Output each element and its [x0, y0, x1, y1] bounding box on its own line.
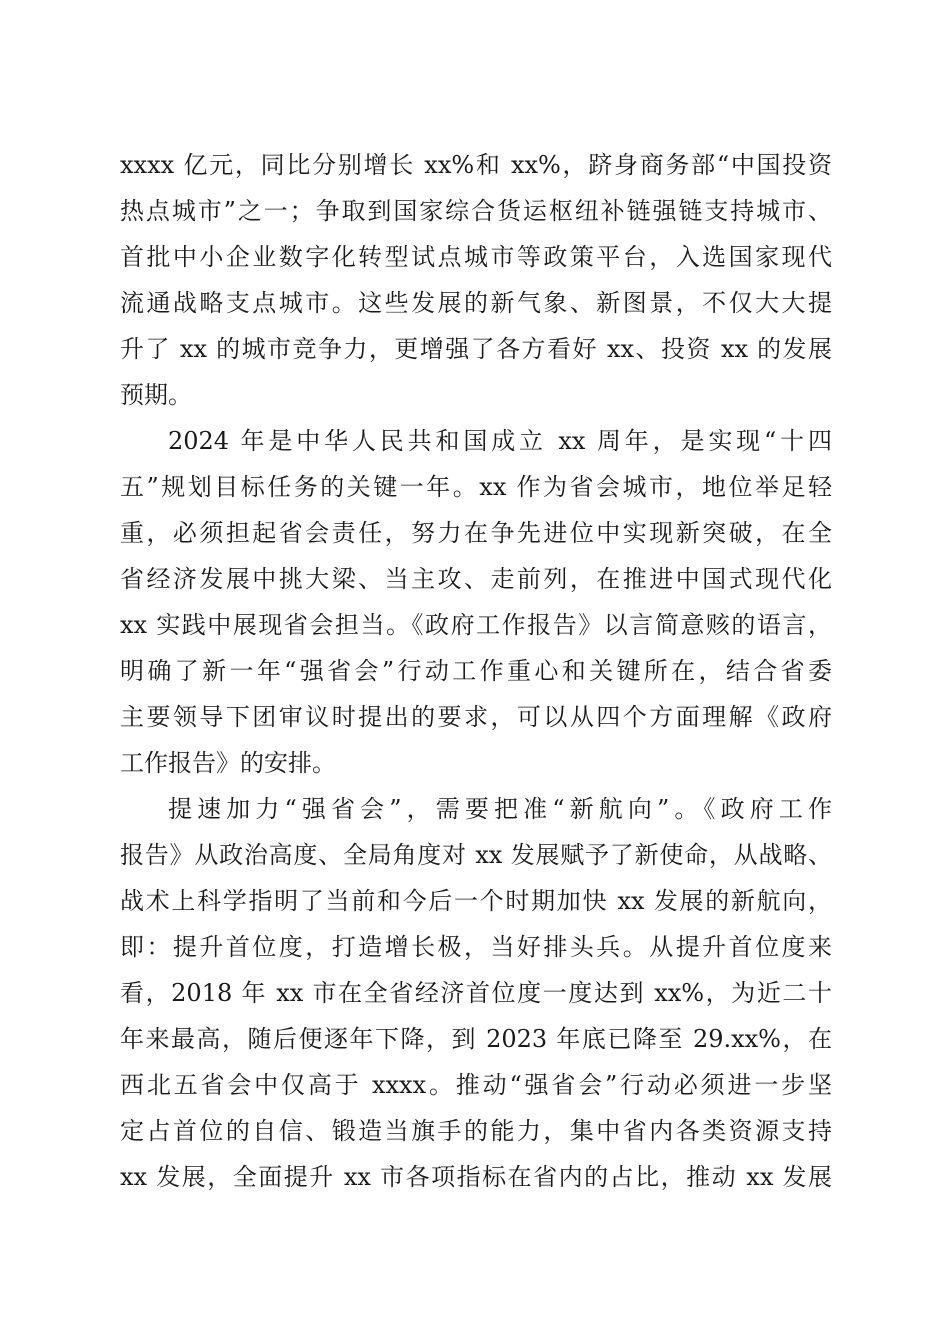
- text-line: 明确了新一年“强省会”行动工作重心和关键所在，结合省委: [120, 657, 832, 685]
- text-line: 五”规划目标任务的关键一年。xx 作为省会城市，地位举足轻: [120, 473, 832, 501]
- text-line: 提速加力“强省会”，需要把准“新航向”。《政府工作: [168, 795, 832, 823]
- text-line: 热点城市”之一；争取到国家综合货运枢纽补链强链支持城市、: [120, 197, 832, 225]
- text-line: 省经济发展中挑大梁、当主攻、走前列，在推进中国式现代化: [120, 565, 832, 593]
- text-line: 工作报告》的安排。: [120, 749, 336, 777]
- text-line: 定占首位的自信、锻造当旗手的能力，集中省内各类资源支持: [120, 1117, 832, 1145]
- text-line: 预期。: [120, 381, 192, 409]
- text-line: 流通战略支点城市。这些发展的新气象、新图景，不仅大大提: [120, 289, 832, 317]
- text-line: 看，2018 年 xx 市在全省经济首位度一度达到 xx%，为近二十: [120, 979, 832, 1007]
- text-line: 战术上科学指明了当前和今后一个时期加快 xx 发展的新航向，: [120, 887, 832, 915]
- text-line: 主要领导下团审议时提出的要求，可以从四个方面理解《政府: [120, 703, 832, 731]
- paragraph-3: [120, 786, 832, 1200]
- text-line: 年来最高，随后便逐年下降，到 2023 年底已降至 29.xx%，在: [120, 1025, 832, 1053]
- text-line: 即：提升首位度，打造增长极，当好排头兵。从提升首位度来: [120, 933, 832, 961]
- text-line: xxxx 亿元，同比分别增长 xx%和 xx%，跻身商务部“中国投资: [120, 151, 832, 179]
- text-line: 首批中小企业数字化转型试点城市等政策平台，入选国家现代: [120, 243, 832, 271]
- text-line: xx 发展，全面提升 xx 市各项指标在省内的占比，推动 xx 发展: [120, 1163, 832, 1191]
- text-line: 2024 年是中华人民共和国成立 xx 周年，是实现“十四: [168, 427, 832, 455]
- document-body: [120, 142, 832, 1200]
- text-line: xx 实践中展现省会担当。《政府工作报告》以言简意赅的语言，: [120, 611, 832, 639]
- paragraph-1: [120, 142, 832, 418]
- text-line: 报告》从政治高度、全局角度对 xx 发展赋予了新使命，从战略、: [120, 841, 832, 869]
- text-line: 重，必须担起省会责任，努力在争先进位中实现新突破，在全: [120, 519, 832, 547]
- text-line: 西北五省会中仅高于 xxxx。推动“强省会”行动必须进一步坚: [120, 1071, 832, 1099]
- text-line: 升了 xx 的城市竞争力，更增强了各方看好 xx、投资 xx 的发展: [120, 335, 832, 363]
- paragraph-2: [120, 418, 832, 786]
